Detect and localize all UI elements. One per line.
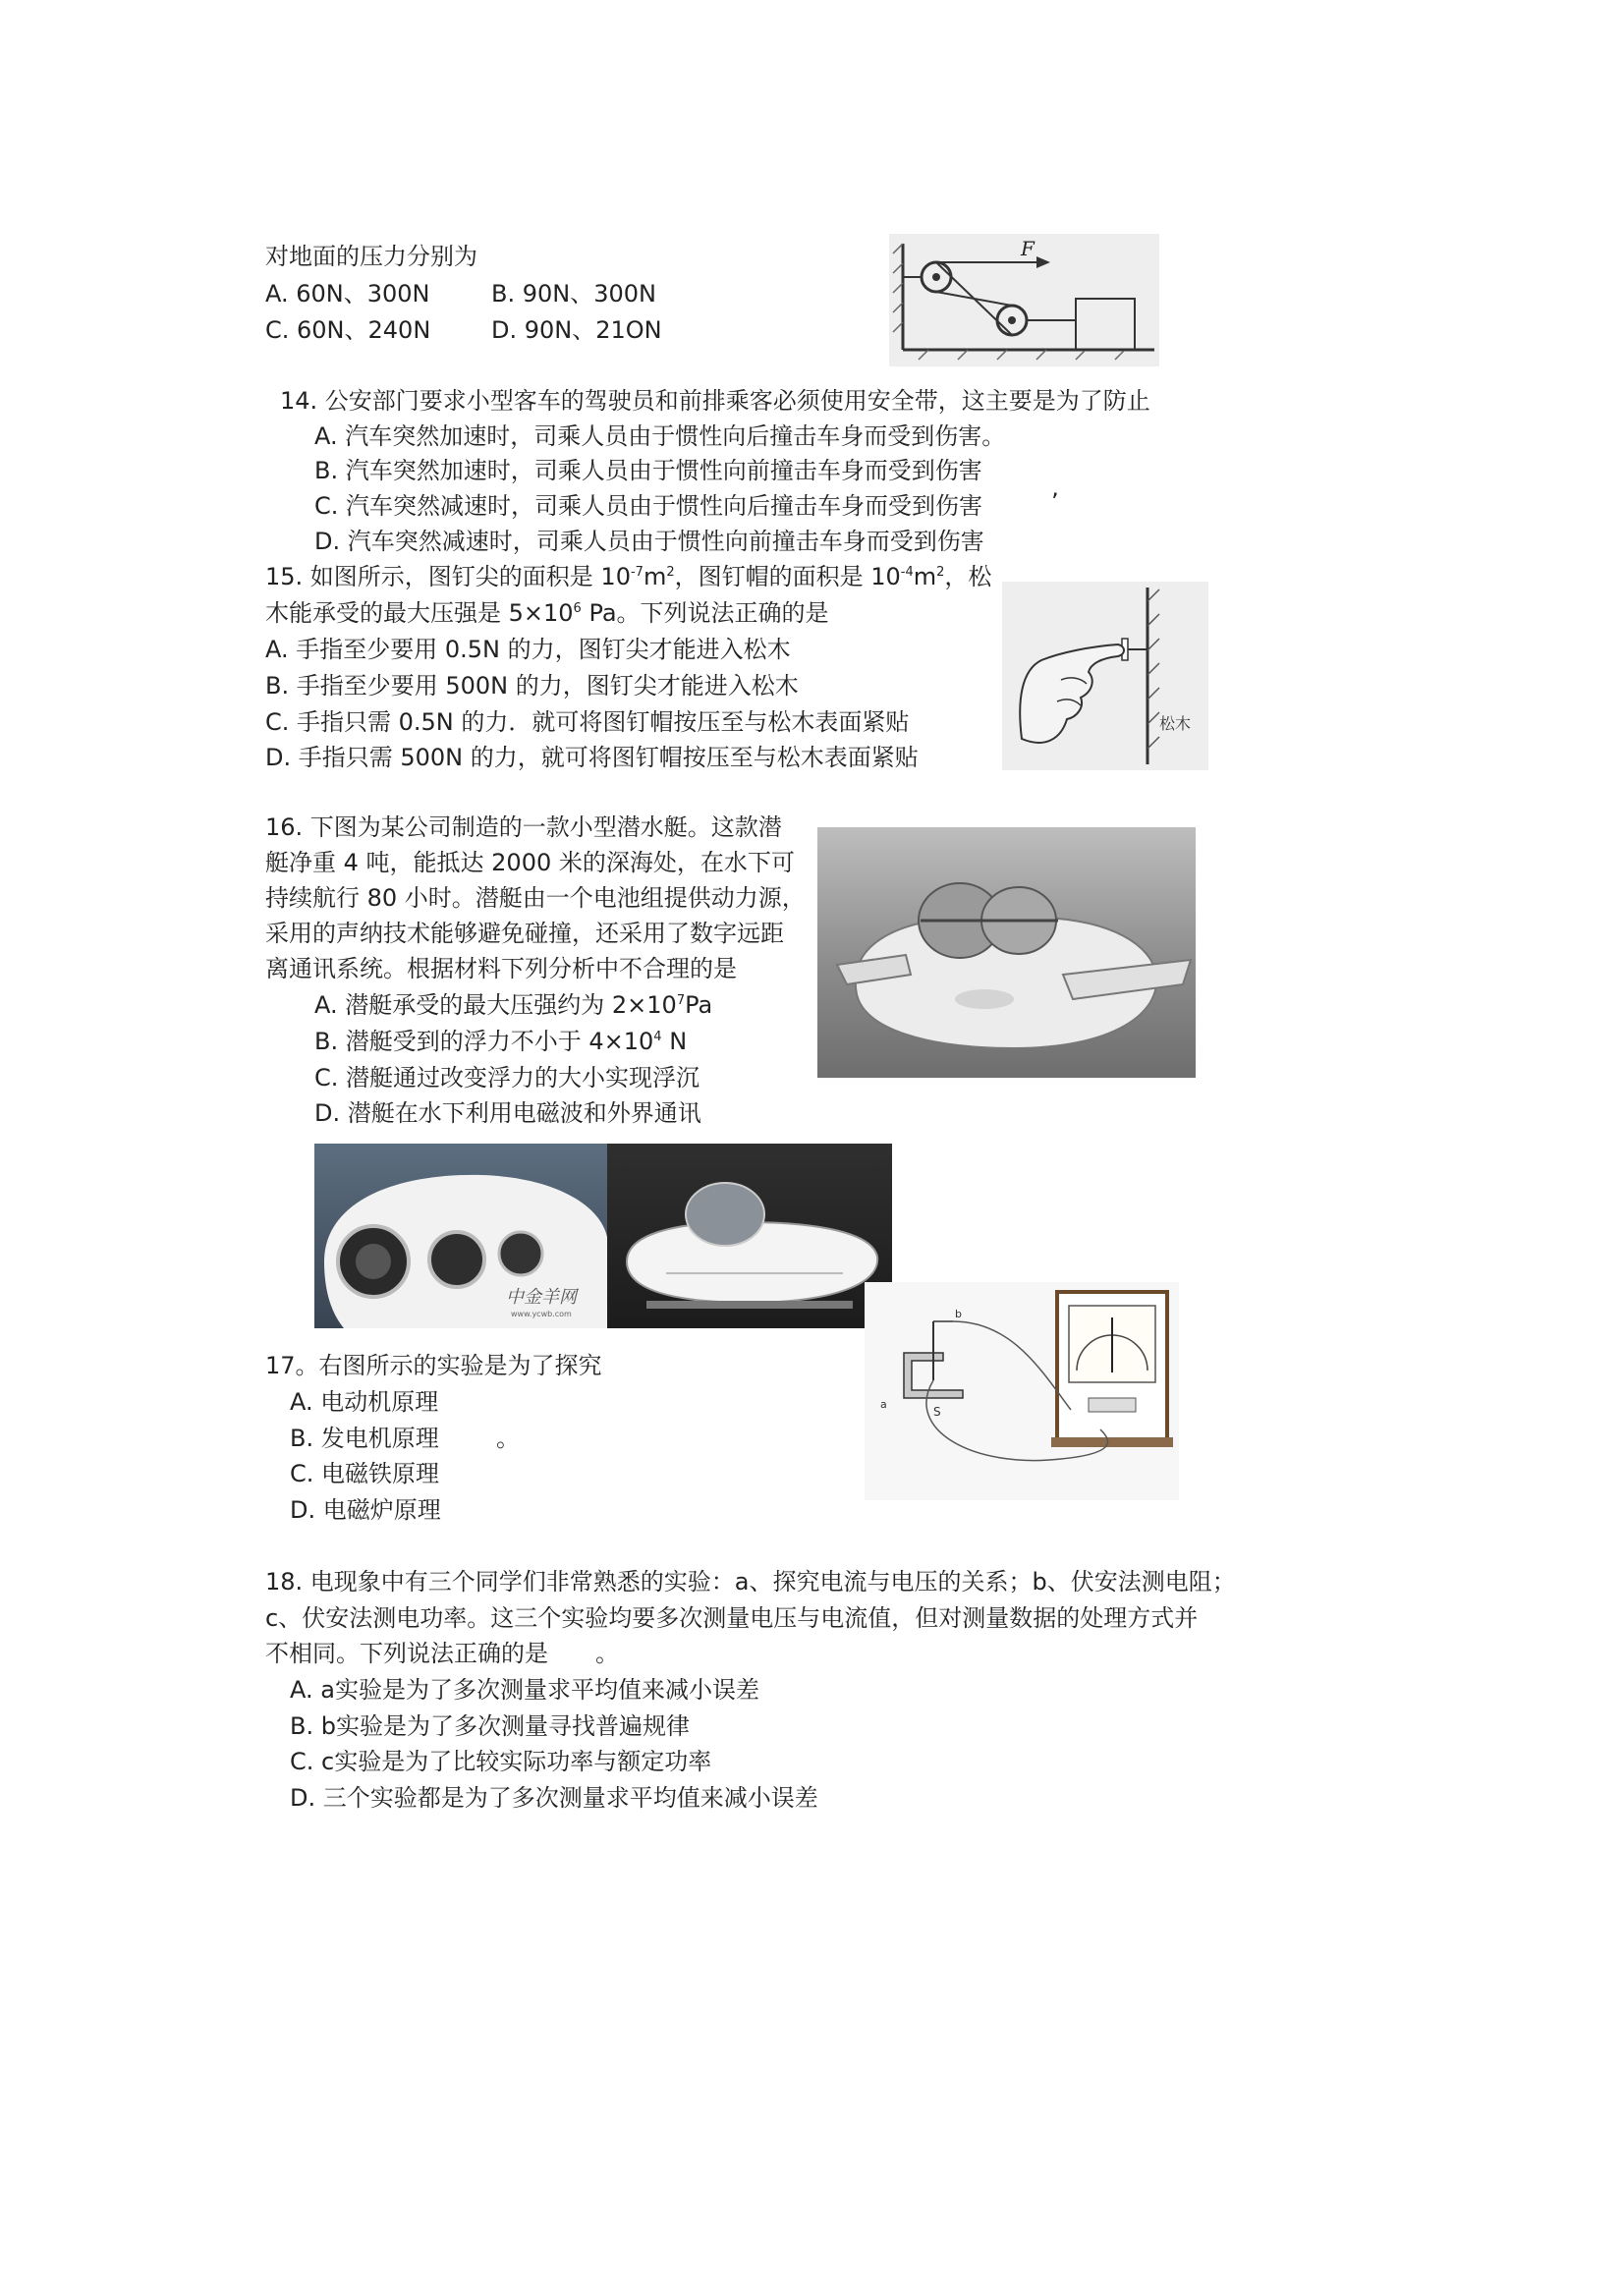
q16-option-d: D. 潜艇在水下利用电磁波和外界通讯 (314, 1099, 701, 1127)
q15-stem-line1: 15. 如图所示，图钉尖的面积是 $10^{-7}m^2$，图钉帽的面积是 $10^{-4}m^2$，松 (265, 563, 992, 590)
q14-stray-mark: ’ (1051, 488, 1059, 516)
q17-label-a: a (880, 1398, 887, 1411)
q16-watermark: 中金羊网 (506, 1287, 577, 1308)
q17-label-s: S (933, 1405, 941, 1419)
q15-wood-label: 松木 (1159, 714, 1192, 733)
q16-option-a: A. 潜艇承受的最大压强约为 $2\times 10^7Pa$ (314, 991, 713, 1019)
q16-stem-line5: 离通讯系统。根据材料下列分析中不合理的是 (265, 955, 737, 982)
q13-option-d: D. 90N、21ON (491, 316, 662, 344)
q17-stray-mark: 。 (496, 1425, 520, 1452)
q15-option-a: A. 手指至少要用 0.5N 的力，图钉尖才能进入松木 (265, 636, 791, 663)
q13-option-c: C. 60N、240N (265, 316, 431, 344)
q17-option-d: D. 电磁炉原理 (290, 1496, 441, 1524)
q15-stem-line2: 木能承受的最大压强是 $5\times 10^6$ Pa。下列说法正确的是 (265, 599, 829, 627)
q16-submarine-photo-right (607, 1144, 892, 1328)
q14-option-d: D. 汽车突然减速时，司乘人员由于惯性向前撞击车身而受到伤害 (314, 528, 984, 555)
q17-option-a: A. 电动机原理 (290, 1388, 439, 1416)
q13-option-b: B. 90N、300N (491, 280, 656, 308)
q18-option-c: C. c实验是为了比较实际功率与额定功率 (290, 1748, 712, 1775)
q15-option-b: B. 手指至少要用 500N 的力，图钉尖才能进入松木 (265, 672, 799, 700)
q15-option-d: D. 手指只需 500N 的力，就可将图钉帽按压至与松木表面紧贴 (265, 744, 919, 771)
q13-force-label: F (1021, 237, 1035, 260)
q17-option-c: C. 电磁铁原理 (290, 1460, 440, 1487)
q18-stem-line2: c、伏安法测电功率。这三个实验均要多次测量电压与电流值，但对测量数据的处理方式并 (265, 1604, 1199, 1632)
q15-thumbtack-figure (1002, 582, 1208, 770)
q18-option-b: B. b实验是为了多次测量寻找普遍规律 (290, 1712, 690, 1740)
q16-option-b: B. 潜艇受到的浮力不小于 $4\times 10^4$ N (314, 1028, 688, 1055)
q18-option-d: D. 三个实验都是为了多次测量求平均值来减小误差 (290, 1784, 818, 1812)
q17-option-b: B. 发电机原理 (290, 1425, 439, 1452)
q13-pulley-figure (889, 234, 1159, 366)
q14-option-a: A. 汽车突然加速时，司乘人员由于惯性向后撞击车身而受到伤害。 (314, 422, 1006, 450)
q16-stem-line1: 16. 下图为某公司制造的一款小型潜水艇。这款潜 (265, 813, 782, 841)
q18-option-a: A. a实验是为了多次测量求平均值来减小误差 (290, 1676, 759, 1704)
q14-stem: 14. 公安部门要求小型客车的驾驶员和前排乘客必须使用安全带，这主要是为了防止 (280, 387, 1150, 415)
q16-stem-line3: 持续航行 80 小时。潜艇由一个电池组提供动力源， (265, 884, 806, 912)
q14-option-c: C. 汽车突然减速时，司乘人员由于惯性向后撞击车身而受到伤害 (314, 492, 983, 520)
q17-label-b: b (955, 1308, 962, 1320)
q15-option-c: C. 手指只需 0.5N 的力．就可将图钉帽按压至与松木表面紧贴 (265, 708, 910, 736)
q13-stem-tail: 对地面的压力分别为 (265, 243, 477, 270)
q16-option-c: C. 潜艇通过改变浮力的大小实现浮沉 (314, 1064, 700, 1092)
q16-watermark-url: www.ycwb.com (511, 1310, 572, 1318)
q14-option-b: B. 汽车突然加速时，司乘人员由于惯性向前撞击车身而受到伤害 (314, 457, 982, 484)
q17-stem: 17。右图所示的实验是为了探究 (265, 1352, 602, 1379)
q17-galvanometer-figure (865, 1282, 1179, 1500)
q16-stem-line2: 艇净重 4 吨，能抵达 2000 米的深海处，在水下可 (265, 849, 795, 876)
q16-submarine-photo-left (314, 1144, 607, 1328)
q13-option-a: A. 60N、300N (265, 280, 430, 308)
q16-stem-line4: 采用的声纳技术能够避免碰撞，还采用了数字远距 (265, 920, 784, 947)
q18-stem-line3: 不相同。下列说法正确的是 。 (265, 1640, 619, 1667)
q18-stem-line1: 18. 电现象中有三个同学们非常熟悉的实验：a、探究电流与电压的关系；b、伏安法测电阻； (265, 1568, 1236, 1596)
q16-submarine-photo-main (817, 827, 1196, 1078)
